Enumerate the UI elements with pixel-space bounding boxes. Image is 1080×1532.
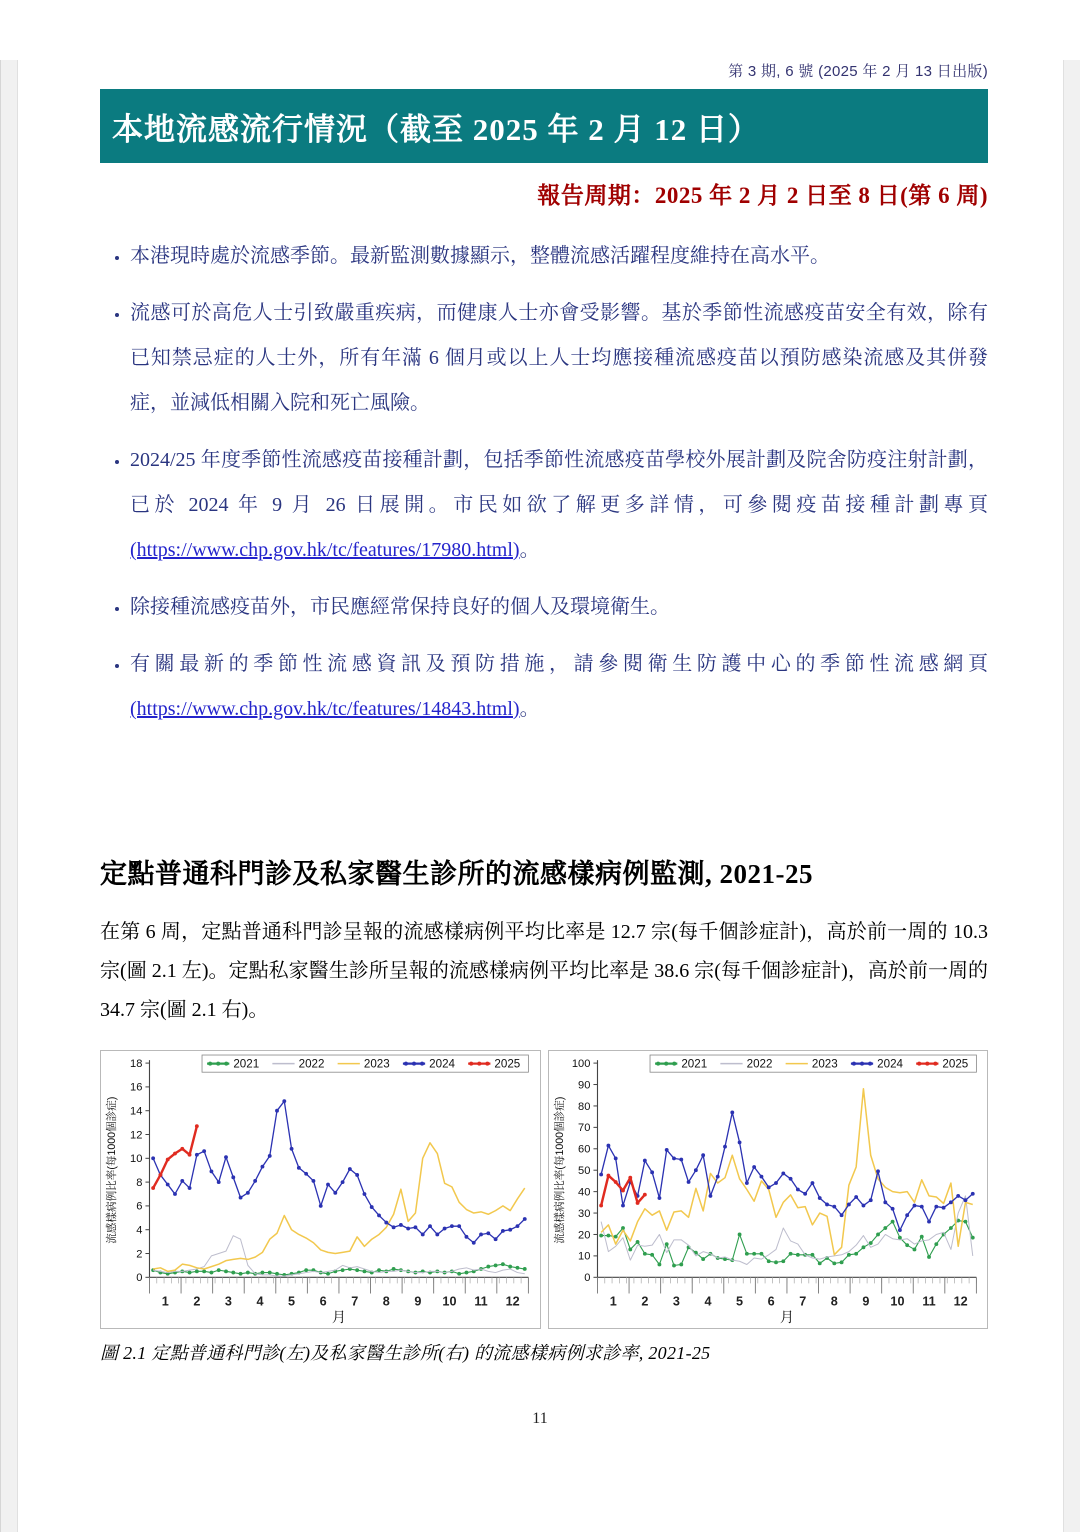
svg-text:4: 4 (256, 1295, 264, 1310)
svg-text:8: 8 (830, 1295, 838, 1310)
svg-text:0: 0 (136, 1272, 143, 1285)
svg-text:14: 14 (130, 1105, 143, 1118)
section-paragraph: 在第 6 周，定點普通科門診呈報的流感樣病例平均比率是 12.7 宗(每千個診症計)，高於前一周的 10.3 宗(圖 2.1 左)。定點私家醫生診所呈報的流感樣病例平均比率是 38.6 宗(每千個診症計)，高於前一周的 34.7 宗(圖 2.1 右)。 (100, 921, 988, 1022)
issue-info: 第 3 期, 6 號 (2025 年 2 月 13 日出版) (728, 63, 988, 80)
svg-text:6: 6 (136, 1201, 143, 1214)
svg-text:2024: 2024 (429, 1057, 456, 1071)
svg-text:16: 16 (130, 1082, 143, 1095)
page-number: 11 (532, 1410, 548, 1427)
svg-text:10: 10 (889, 1295, 904, 1310)
svg-text:40: 40 (577, 1186, 590, 1199)
vaccination-scheme-link[interactable]: (https://www.chp.gov.hk/tc/features/17980.html) (130, 539, 520, 561)
bullet-text: 除接種流感疫苗外，市民應經常保持良好的個人及環境衛生。 (130, 596, 670, 618)
bullet-text: 本港現時處於流感季節。最新監測數據顯示，整體流感活躍程度維持在高水平。 (130, 245, 830, 267)
svg-text:8: 8 (136, 1177, 143, 1190)
svg-text:100: 100 (571, 1058, 590, 1071)
svg-text:流感樣病例比率(每1000個診症): 流感樣病例比率(每1000個診症) (106, 1097, 119, 1245)
svg-text:2: 2 (640, 1295, 648, 1310)
svg-text:80: 80 (577, 1101, 590, 1114)
svg-text:60: 60 (577, 1144, 590, 1157)
chart-svg-1 (551, 1053, 986, 1326)
svg-text:11: 11 (921, 1295, 936, 1310)
bullet-text: 有關最新的季節性流感資訊及預防措施，請參閱衛生防護中心的季節性流感網頁 (130, 653, 988, 675)
svg-text:2024: 2024 (876, 1057, 903, 1071)
bullet-text-after: 。 (519, 539, 540, 561)
svg-text:月: 月 (779, 1309, 794, 1326)
svg-text:12: 12 (130, 1129, 143, 1142)
banner-title: 本地流感流行情況（截至 2025 年 2 月 12 日） (112, 111, 760, 147)
svg-text:2021: 2021 (680, 1057, 707, 1071)
bullet-text-after: 。 (519, 698, 540, 720)
svg-text:11: 11 (474, 1295, 488, 1310)
svg-text:2022: 2022 (746, 1057, 772, 1071)
svg-text:5: 5 (288, 1295, 296, 1310)
svg-text:6: 6 (767, 1295, 775, 1310)
bullet-item-2 (130, 291, 988, 426)
section-title: 定點普通科門診及私家醫生診所的流感樣病例監測, 2021-25 (100, 859, 813, 889)
svg-text:9: 9 (861, 1295, 869, 1310)
svg-text:12: 12 (953, 1295, 968, 1310)
chart-gopc-left (100, 1050, 541, 1329)
svg-text:2022: 2022 (298, 1057, 325, 1071)
svg-text:30: 30 (577, 1208, 590, 1221)
svg-text:4: 4 (703, 1295, 712, 1310)
svg-text:2025: 2025 (494, 1057, 521, 1071)
svg-text:18: 18 (130, 1058, 143, 1071)
svg-text:7: 7 (351, 1295, 359, 1310)
svg-text:2023: 2023 (811, 1057, 838, 1071)
svg-text:10: 10 (442, 1295, 457, 1310)
svg-text:20: 20 (577, 1229, 590, 1242)
svg-text:3: 3 (672, 1295, 680, 1310)
figure-caption: 圖 2.1 定點普通科門診(左)及私家醫生診所(右) 的流感樣病例求診率, 2021-25 (100, 1343, 711, 1364)
svg-text:10: 10 (130, 1153, 143, 1166)
svg-text:流感樣病例比率(每1000個診症): 流感樣病例比率(每1000個診症) (553, 1097, 566, 1245)
svg-text:1: 1 (609, 1295, 617, 1310)
page-right-margin (1063, 60, 1080, 1532)
bullet-item-5 (130, 642, 988, 732)
svg-text:1: 1 (161, 1295, 169, 1310)
svg-text:8: 8 (382, 1295, 390, 1310)
svg-text:70: 70 (577, 1122, 590, 1135)
figure-2-1 (100, 1050, 988, 1329)
svg-text:2025: 2025 (941, 1057, 968, 1071)
svg-text:2023: 2023 (363, 1057, 390, 1071)
bullet-text: 流感可於高危人士引致嚴重疾病，而健康人士亦會受影響。基於季節性流感疫苗安全有效，除有已知禁忌症的人士外，所有年滿 6 個月或以上人士均應接種流感疫苗以預防感染流感及其併發症，並減低相關入院和死亡風險。 (130, 302, 988, 414)
svg-text:0: 0 (583, 1272, 590, 1285)
svg-text:50: 50 (577, 1165, 590, 1178)
svg-text:7: 7 (798, 1295, 806, 1310)
svg-text:6: 6 (319, 1295, 327, 1310)
svg-text:4: 4 (136, 1224, 143, 1237)
svg-text:2: 2 (136, 1248, 143, 1261)
chart-svg-0 (103, 1053, 538, 1326)
bullet-item-1 (130, 234, 988, 279)
page-content (100, 60, 988, 1365)
svg-text:5: 5 (735, 1295, 743, 1310)
svg-text:90: 90 (577, 1079, 590, 1092)
svg-text:10: 10 (577, 1251, 590, 1264)
svg-text:12: 12 (505, 1295, 520, 1310)
section-banner (100, 89, 988, 163)
svg-text:月: 月 (331, 1309, 347, 1326)
svg-text:3: 3 (224, 1295, 232, 1310)
svg-text:2021: 2021 (233, 1057, 260, 1071)
svg-text:2: 2 (193, 1295, 201, 1310)
svg-text:9: 9 (414, 1295, 422, 1310)
bullet-item-3 (130, 438, 988, 573)
seasonal-flu-page-link[interactable]: (https://www.chp.gov.hk/tc/features/14843.html) (130, 698, 520, 720)
bullet-text: 2024/25 年度季節性流感疫苗接種計劃，包括季節性流感疫苗學校外展計劃及院舍防疫注射計劃，已於 2024 年 9 月 26 日展開。市民如欲了解更多詳情，可參閱疫苗接種計劃專頁 (130, 449, 988, 516)
report-period: 報告周期：2025 年 2 月 2 日至 8 日(第 6 周) (537, 183, 988, 208)
page-left-margin (0, 60, 18, 1532)
bullet-item-4 (130, 585, 988, 630)
chart-pmp-right (548, 1050, 989, 1329)
bullet-list (100, 234, 988, 732)
